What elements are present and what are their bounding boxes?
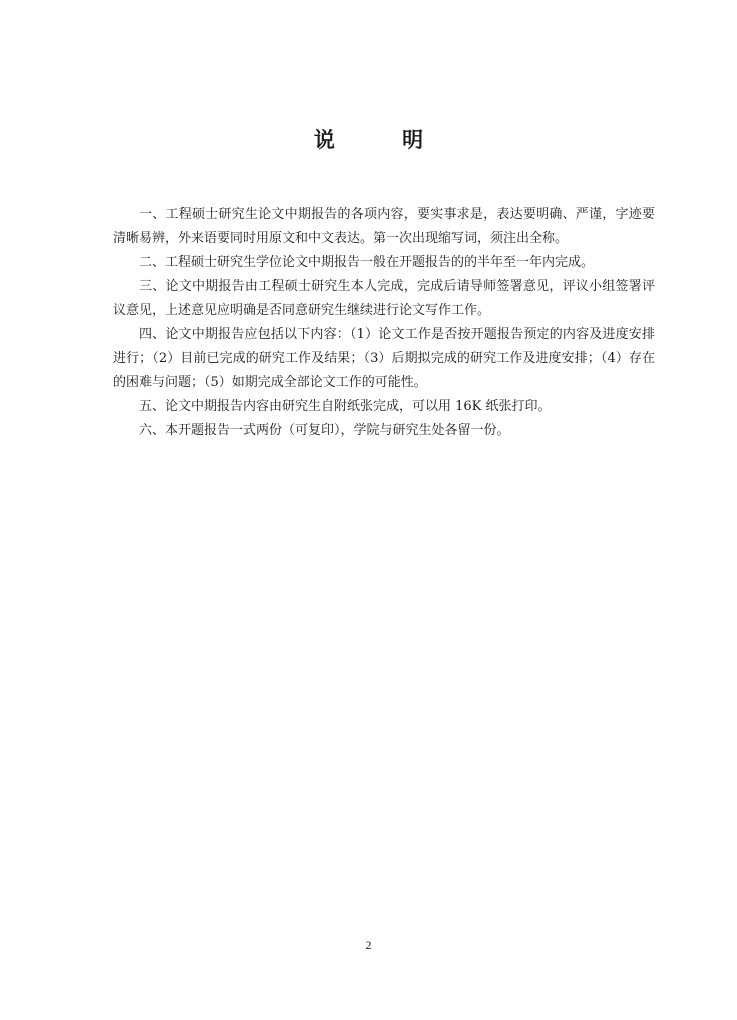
instruction-paragraph-6: 六、本开题报告一式两份（可复印），学院与研究生处各留一份。 [139,423,510,438]
instruction-paragraph-3: 三、论文中期报告由工程硕士研究生本人完成，完成后请导师签署意见，评议小组签署评议意见，上述意见应明确是否同意研究生继续进行论文写作工作。 [113,279,655,318]
page-title: 说 明 [313,128,454,152]
instruction-paragraph-2: 二、工程硕士研究生学位论文中期报告一般在开题报告的的半年至一年内完成。 [139,255,595,270]
instruction-paragraph-5: 五、论文中期报告内容由研究生自附纸张完成，可以用 16K 纸张打印。 [139,399,551,414]
instruction-paragraph-1: 一、工程硕士研究生论文中期报告的各项内容，要实事求是，表达要明确、严谨，字迹要清晰易辨，外来语要同时用原文和中文表达。第一次出现缩写词，须注出全称。 [113,207,655,246]
instruction-paragraph-4: 四、论文中期报告应包括以下内容：（1）论文工作是否按开题报告预定的内容及进度安排进行；（2）目前已完成的研究工作及结果；（3）后期拟完成的研究工作及进度安排；（4）存在的困难与问题；（5）如期完成全部论文工作的可能性。 [113,327,655,390]
page-number: 2 [365,938,372,952]
instructions-body [113,203,655,443]
